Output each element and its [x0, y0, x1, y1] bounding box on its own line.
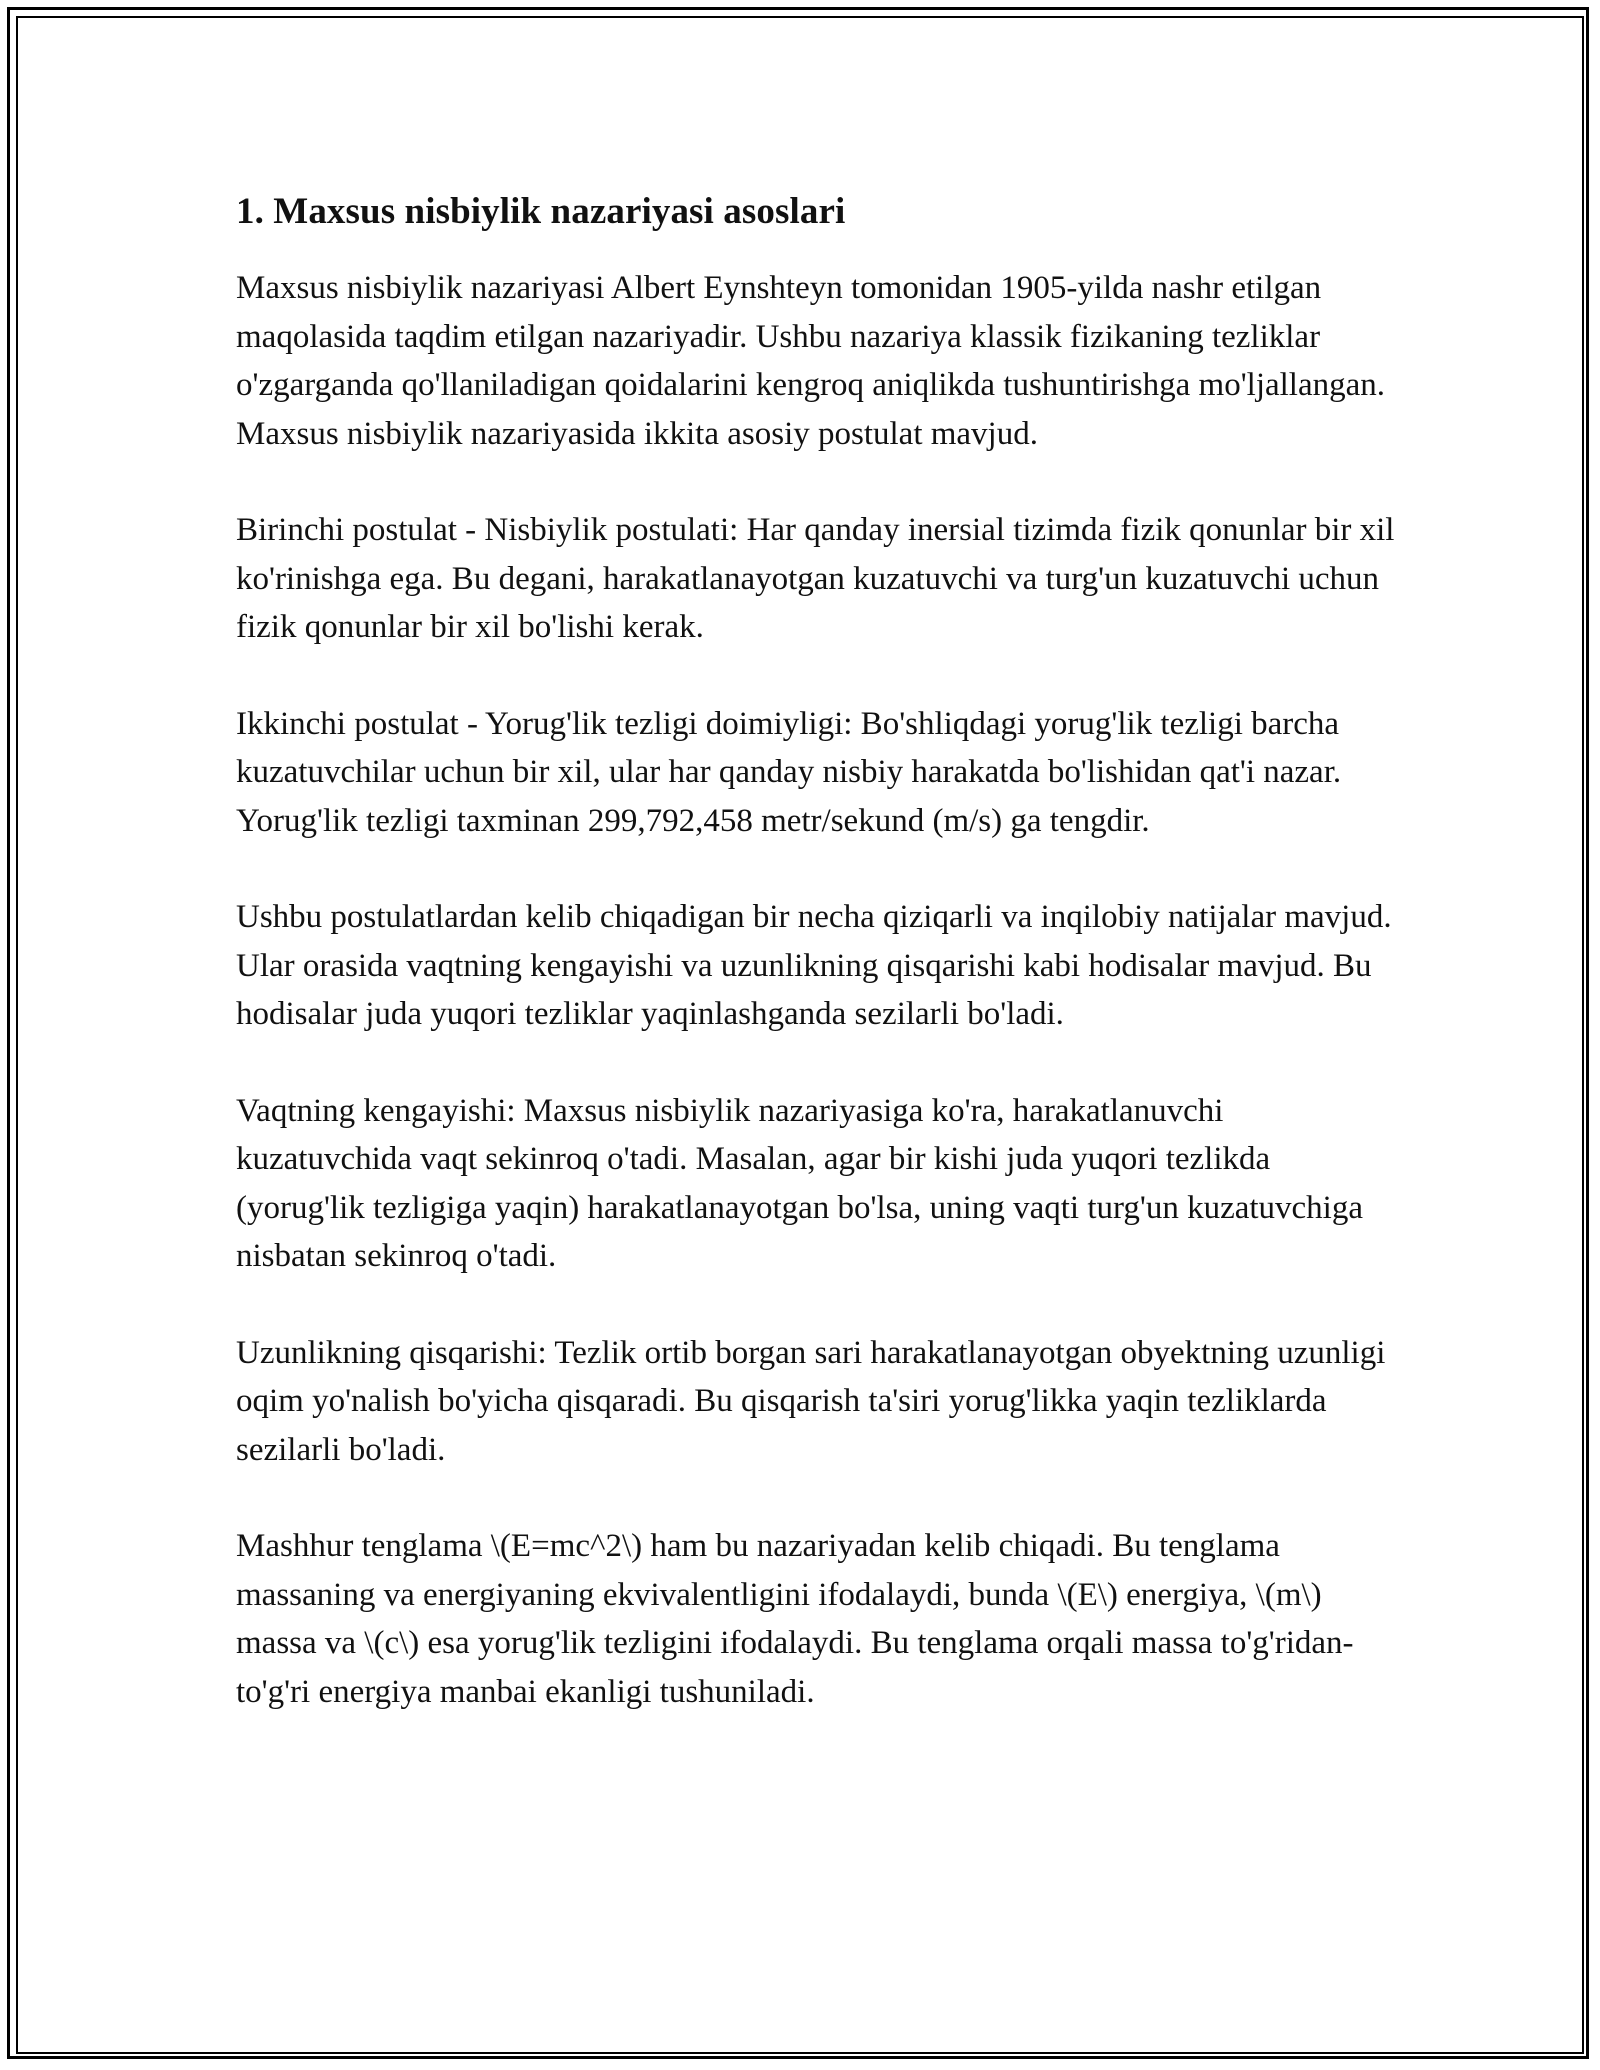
paragraph-length-contraction: Uzunlikning qisqarishi: Tezlik ortib borgan sari harakatlanayotgan obyektning uzunligi oqim yo'nalish bo'yicha qisqaradi. Bu qisqarish ta'siri yorug'likka yaqin tezliklarda sezilarli bo'ladi. — [236, 1334, 1386, 1468]
paragraph-consequences: Ushbu postulatlardan kelib chiqadigan bir necha qiziqarli va inqilobiy natijalar mavjud. Ular orasida vaqtning kengayishi va uzunlikning qisqarishi kabi hodisalar mavjud. Bu hodisalar juda yuqori tezliklar yaqinlashganda sezilarli bo'ladi. — [236, 899, 1392, 1032]
paragraph-intro: Maxsus nisbiylik nazariyasi Albert Eynshteyn tomonidan 1905-yilda nashr etilgan maqolasida taqdim etilgan nazariyadir. Ushbu nazariya klassik fizikaning tezliklar o'zgarganda qo'llaniladigan qoidalarini kengroq aniqlikda tushuntirishga mo'ljallangan. Maxsus nisbiylik nazariyasida ikkita asosiy postulat mavjud. — [236, 270, 1386, 452]
document-body — [236, 186, 1396, 1764]
paragraph-first-postulate: Birinchi postulat - Nisbiylik postulati: Har qanday inersial tizimda fizik qonunlar bir xil ko'rinishga ega. Bu degani, harakatlanayotgan kuzatuvchi va turg'un kuzatuvchi uchun fizik qonunlar bir xil bo'lishi kerak. — [236, 512, 1395, 645]
paragraph-mass-energy: Mashhur tenglama \(E=mc^2\) ham bu nazariyadan kelib chiqadi. Bu tenglama massaning va energiyaning ekvivalentligini ifodalaydi, bunda \(E\) energiya, \(m\) massa va \(c\) esa yorug'lik tezligini ifodalaydi. Bu tenglama orqali massa to'g'ridan-to'g'ri energiya manbai ekanligi tushuniladi. — [236, 1528, 1354, 1710]
paragraph-second-postulate: Ikkinchi postulat - Yorug'lik tezligi doimiyligi: Bo'shliqdagi yorug'lik tezligi barcha kuzatuvchilar uchun bir xil, ular har qanday nisbiy harakatda bo'lishidan qat'i nazar. Yorug'lik tezligi taxminan 299,792,458 metr/sekund (m/s) ga tengdir. — [236, 705, 1342, 839]
paragraph-time-dilation: Vaqtning kengayishi: Maxsus nisbiylik nazariyasiga ko'ra, harakatlanuvchi kuzatuvchida vaqt sekinroq o'tadi. Masalan, agar bir kishi juda yuqori tezlikda (yorug'lik tezligiga yaqin) harakatlanayotgan bo'lsa, uning vaqti turg'un kuzatuvchiga nisbatan sekinroq o'tadi. — [236, 1092, 1363, 1274]
section-heading: 1. Maxsus nisbiylik nazariyasi asoslari — [236, 191, 846, 232]
